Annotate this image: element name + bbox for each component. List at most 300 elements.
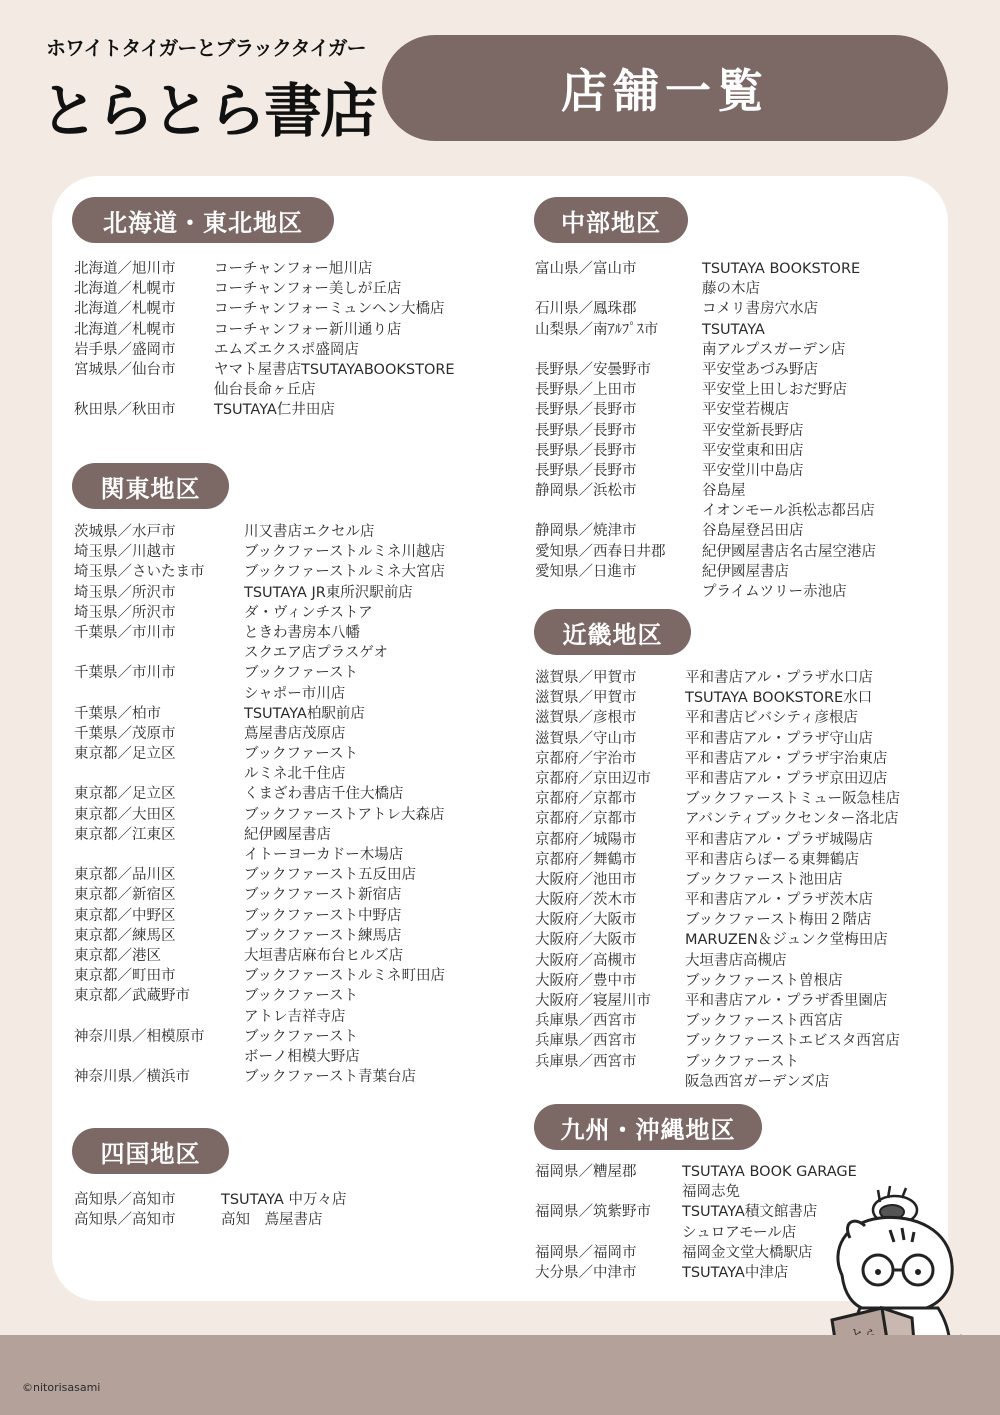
store-name: [244, 966, 514, 986]
store-name: [702, 441, 935, 461]
store-name: [244, 724, 514, 744]
region-title: 九州・沖縄地区: [560, 1115, 736, 1144]
store-name-line: ブックファースト梅田２階店: [685, 912, 872, 929]
store-location: 静岡県／焼津市: [535, 523, 637, 540]
store-row: [535, 421, 935, 441]
logo-title: とらとら書店: [40, 77, 377, 145]
store-name-line: 平和書店アル・プラザ茨木店: [685, 892, 873, 909]
store-row: [535, 1031, 945, 1051]
store-location: 北海道／旭川市: [74, 261, 176, 277]
store-list-chubu: [535, 259, 935, 602]
region-header-kanto: [72, 463, 229, 509]
store-location: 東京都／江東区: [74, 826, 176, 843]
store-name: [685, 870, 945, 890]
store-name-line: ブックファースト青葉台店: [244, 1069, 416, 1086]
store-name-line: コメリ書房穴水店: [702, 301, 818, 318]
store-row: [74, 299, 514, 319]
store-name: [244, 906, 514, 926]
store-location: 滋賀県／甲賀市: [535, 670, 637, 686]
store-name-line: ブックファースト: [685, 1053, 799, 1070]
store-name: [685, 1052, 945, 1092]
store-row: [74, 583, 514, 603]
store-name-line: 平安堂あづみ野店: [702, 361, 818, 378]
store-name-line: イトーヨーカドー木場店: [244, 847, 404, 864]
store-location: 北海道／札幌市: [74, 321, 176, 338]
store-name: [244, 825, 514, 865]
region-title: 近畿地区: [562, 620, 663, 649]
region-title: 北海道・東北地区: [103, 208, 303, 237]
store-location: 京都府／京田辺市: [535, 770, 651, 787]
store-row: [535, 1243, 835, 1263]
store-name-line: 紀伊國屋書店名古屋空港店: [702, 543, 876, 560]
copyright-notice: ©nitorisasami: [22, 1381, 101, 1394]
store-row: [535, 809, 945, 829]
store-location: 高知県／高知市: [74, 1192, 176, 1208]
store-name-line: ブックファースト練馬店: [244, 927, 402, 944]
store-location: 神奈川県／横浜市: [74, 1069, 190, 1086]
store-row: [74, 744, 514, 784]
store-name-line: 平安堂東和田店: [702, 442, 804, 459]
store-row: [535, 259, 935, 299]
store-row: [535, 299, 935, 319]
store-name: [685, 910, 945, 930]
store-name-line: 阪急西宮ガーデンズ店: [685, 1073, 830, 1090]
store-location: 大阪府／高槻市: [535, 952, 637, 969]
store-location: 東京都／新宿区: [74, 887, 176, 904]
store-location: 千葉県／市川市: [74, 665, 176, 682]
store-name: [214, 320, 514, 340]
store-location: 岩手県／盛岡市: [74, 341, 176, 358]
store-location: 宮城県／仙台市: [74, 361, 176, 378]
store-name-line: アバンティブックセンター洛北店: [685, 811, 899, 828]
store-name-line: 福岡志免: [682, 1184, 740, 1201]
store-row: [74, 1027, 514, 1067]
store-name-line: 平和書店アル・プラザ守山店: [685, 730, 873, 747]
store-name-line: TSUTAYA: [702, 321, 765, 338]
store-name: [702, 521, 935, 541]
store-location: 滋賀県／守山市: [535, 730, 637, 747]
store-name: [702, 421, 935, 441]
store-location: 千葉県／柏市: [74, 705, 161, 722]
store-row: [535, 729, 945, 749]
store-name: [685, 688, 945, 708]
store-name: [685, 971, 945, 991]
store-row: [74, 320, 514, 340]
store-name-line: 紀伊國屋書店: [244, 826, 331, 843]
store-location: 京都府／京都市: [535, 791, 637, 808]
store-name-line: 平和書店アル・プラザ城陽店: [685, 831, 873, 848]
store-location: 東京都／町田市: [74, 968, 176, 985]
store-name-line: エムズエクスポ盛岡店: [214, 341, 359, 358]
store-location: 長野県／長野市: [535, 402, 637, 419]
store-name-line: ブックファースト: [244, 1028, 358, 1045]
store-row: [535, 1202, 835, 1242]
store-row: [535, 708, 945, 728]
store-name: [702, 259, 935, 299]
region-header-chubu: [534, 197, 688, 243]
store-row: [535, 320, 935, 360]
store-row: [74, 562, 514, 582]
store-row: [535, 481, 935, 521]
store-location: 滋賀県／甲賀市: [535, 690, 637, 707]
store-row: [535, 951, 945, 971]
store-row: [74, 865, 514, 885]
store-row: [535, 971, 945, 991]
store-row: [74, 623, 514, 663]
store-name-line: MARUZEN＆ジュンク堂梅田店: [685, 932, 888, 949]
store-row: [535, 870, 945, 890]
store-row: [535, 749, 945, 769]
store-location: 京都府／城陽市: [535, 831, 637, 848]
store-row: [535, 542, 935, 562]
store-row: [74, 259, 514, 279]
store-name: [244, 542, 514, 562]
store-name-line: ブックファースト曽根店: [685, 972, 843, 989]
store-name-line: ブックファースト: [244, 665, 358, 682]
store-row: [535, 850, 945, 870]
store-name-line: ブックファースト: [244, 746, 358, 763]
store-row: [74, 360, 514, 400]
store-name-line: ブックファースト: [244, 988, 358, 1005]
store-row: [74, 885, 514, 905]
store-name: [244, 522, 514, 542]
store-row: [74, 704, 514, 724]
store-name-line: ヤマト屋書店TSUTAYABOOKSTORE: [214, 361, 455, 378]
store-location: 埼玉県／所沢市: [74, 604, 176, 621]
store-row: [535, 521, 935, 541]
store-name: [685, 830, 945, 850]
store-name: [244, 805, 514, 825]
store-name: [244, 583, 514, 603]
store-name: [685, 1031, 945, 1051]
store-name: [244, 663, 514, 703]
store-row: [535, 930, 945, 950]
store-name-line: 大垣書店麻布台ヒルズ店: [244, 948, 404, 964]
store-location: 埼玉県／川越市: [74, 544, 176, 561]
store-row: [535, 380, 935, 400]
store-name-line: TSUTAYA中津店: [682, 1264, 789, 1281]
store-name-line: 紀伊國屋書店: [702, 563, 789, 580]
store-name: [244, 1067, 514, 1087]
store-name-line: 谷島屋: [702, 483, 746, 500]
region-header-shikoku: [72, 1128, 229, 1174]
store-location: 高知県／高知市: [74, 1212, 176, 1229]
store-row: [74, 946, 514, 966]
store-name-line: 平安堂上田しおだ野店: [702, 382, 847, 399]
store-name-line: 仙台長命ヶ丘店: [214, 382, 316, 399]
store-name: [685, 951, 945, 971]
store-name: [214, 340, 514, 360]
store-name: [221, 1210, 514, 1230]
store-name: [685, 930, 945, 950]
store-name-line: 川又書店エクセル店: [244, 524, 375, 540]
store-name-line: 蔦屋書店茂原店: [244, 725, 346, 742]
store-name-line: ブックファースト新宿店: [244, 887, 402, 904]
store-name: [685, 1011, 945, 1031]
store-location: 滋賀県／彦根市: [535, 710, 637, 727]
store-name-line: TSUTAYA BOOK GARAGE: [682, 1164, 857, 1180]
footer-band: [0, 1335, 1000, 1415]
store-name-line: 平和書店ビバシティ彦根店: [685, 710, 858, 727]
store-name: [244, 603, 514, 623]
store-location: 長野県／長野市: [535, 462, 637, 479]
store-name-line: シュロアモール店: [682, 1224, 797, 1241]
store-list-kinki: [535, 668, 945, 1092]
store-name: [214, 279, 514, 299]
store-location: 山梨県／南ｱﾙﾌﾟｽ市: [535, 321, 659, 338]
store-name: [682, 1202, 835, 1242]
store-location: 福岡県／福岡市: [535, 1244, 637, 1261]
store-name-line: 平和書店アル・プラザ京田辺店: [685, 770, 888, 787]
store-name-line: 高知 蔦屋書店: [221, 1212, 323, 1229]
store-row: [535, 890, 945, 910]
store-name: [685, 890, 945, 910]
store-name-line: ルミネ北千住店: [244, 766, 346, 783]
store-row: [74, 542, 514, 562]
store-row: [74, 805, 514, 825]
store-name-line: ブックファーストエビスタ西宮店: [685, 1033, 900, 1050]
store-name: [244, 986, 514, 1026]
store-name-line: ときわ書房本八幡: [244, 624, 360, 641]
store-name-line: 平安堂新長野店: [702, 422, 804, 439]
store-name: [244, 562, 514, 582]
store-name: [685, 708, 945, 728]
store-row: [535, 830, 945, 850]
store-name-line: 谷島屋登呂田店: [702, 523, 804, 540]
store-name-line: ブックファースト池田店: [685, 871, 843, 888]
store-name-line: プライムツリー赤池店: [702, 584, 847, 601]
store-name: [702, 461, 935, 481]
store-name: [685, 769, 945, 789]
store-location: 茨城県／水戸市: [74, 524, 176, 540]
store-location: 東京都／港区: [74, 948, 161, 964]
region-title: 中部地区: [561, 208, 661, 237]
store-name-line: TSUTAYA BOOKSTORE水口: [685, 690, 873, 707]
store-name-line: コーチャンフォー新川通り店: [214, 321, 402, 338]
store-name: [702, 320, 935, 360]
store-name: [244, 926, 514, 946]
store-list-hokkaido-tohoku: [74, 259, 514, 421]
store-location: 長野県／長野市: [535, 442, 637, 459]
store-location: 長野県／安曇野市: [535, 361, 651, 378]
store-name-line: 平和書店アル・プラザ宇治東店: [685, 750, 888, 767]
store-row: [535, 769, 945, 789]
store-row: [535, 1052, 945, 1092]
store-name: [682, 1243, 835, 1263]
store-location: 大阪府／大阪市: [535, 912, 637, 929]
store-row: [74, 1190, 514, 1210]
store-location: 福岡県／筑紫野市: [535, 1204, 651, 1221]
store-name-line: ブックファーストルミネ町田店: [244, 968, 445, 985]
store-name-line: コーチャンフォー美しが丘店: [214, 281, 402, 298]
store-name-line: ブックファーストミュー阪急桂店: [685, 791, 901, 808]
store-name: [214, 360, 514, 400]
page-title-banner: [382, 35, 948, 141]
store-name: [244, 885, 514, 905]
store-name: [685, 749, 945, 769]
store-location: 京都府／舞鶴市: [535, 851, 637, 868]
store-row: [535, 1162, 857, 1202]
store-name-line: ダ・ヴィンチストア: [244, 604, 373, 621]
store-row: [535, 668, 945, 688]
store-row: [535, 441, 935, 461]
store-name: [702, 299, 935, 319]
region-header-hokkaido-tohoku: [72, 197, 334, 243]
region-header-kyushu-okinawa: [534, 1104, 762, 1150]
store-location: 京都府／宇治市: [535, 750, 637, 767]
store-name-line: 南アルプスガーデン店: [702, 341, 846, 358]
store-name: [702, 400, 935, 420]
store-name-line: 福岡金文堂大橋駅店: [682, 1244, 813, 1261]
store-name-line: 藤の木店: [702, 281, 760, 298]
store-name-line: コーチャンフォーミュンヘン大橋店: [214, 301, 445, 318]
store-name: [685, 809, 945, 829]
store-location: 福岡県／糟屋郡: [535, 1164, 637, 1180]
store-name: [702, 380, 935, 400]
store-row: [74, 784, 514, 804]
store-row: [535, 1011, 945, 1031]
store-name-line: 平和書店アル・プラザ香里園店: [685, 993, 888, 1009]
store-row: [74, 906, 514, 926]
store-name: [244, 744, 514, 784]
store-name-line: 平和書店らぽーる東舞鶴店: [685, 851, 859, 868]
store-location: 東京都／武蔵野市: [74, 988, 190, 1005]
store-name: [244, 1027, 514, 1067]
store-name: [221, 1190, 514, 1210]
store-name-line: シャポー市川店: [244, 685, 346, 702]
store-row: [74, 340, 514, 360]
store-name: [244, 623, 514, 663]
store-name-line: ブックファースト五反田店: [244, 867, 416, 884]
logo-subtitle: ホワイトタイガーとブラックタイガー: [46, 36, 366, 60]
store-name: [702, 542, 935, 562]
store-location: 秋田県／秋田市: [74, 402, 176, 419]
region-header-kinki: [534, 609, 691, 655]
store-name-line: TSUTAYA柏駅前店: [244, 705, 365, 722]
store-row: [74, 926, 514, 946]
page-title: 店舗一覧: [561, 64, 769, 118]
store-location: 東京都／中野区: [74, 907, 176, 924]
store-location: 静岡県／浜松市: [535, 483, 637, 500]
store-location: 千葉県／茂原市: [74, 725, 176, 742]
store-location: 愛知県／日進市: [535, 563, 637, 580]
store-row: [74, 986, 514, 1026]
store-location: 埼玉県／所沢市: [74, 584, 176, 601]
store-location: 東京都／練馬区: [74, 927, 176, 944]
store-row: [535, 910, 945, 930]
store-location: 大阪府／豊中市: [535, 972, 637, 989]
store-row: [535, 360, 935, 380]
store-logo: [40, 30, 377, 145]
store-name-line: TSUTAYA仁井田店: [214, 402, 335, 419]
store-row: [74, 825, 514, 865]
store-row: [74, 724, 514, 744]
store-row: [535, 991, 945, 1011]
store-name: [702, 481, 935, 521]
store-name-line: ブックファーストルミネ大宮店: [244, 564, 445, 581]
store-name: [214, 400, 514, 420]
store-row: [74, 1210, 514, 1230]
store-name: [685, 991, 945, 1011]
store-name-line: ボーノ相模大野店: [244, 1048, 360, 1065]
store-location: 石川県／鳳珠郡: [535, 301, 637, 318]
store-row: [535, 1263, 835, 1283]
store-name: [702, 360, 935, 380]
store-name: [244, 946, 514, 966]
store-name-line: イオンモール浜松志都呂店: [702, 503, 875, 520]
store-location: 京都府／京都市: [535, 811, 637, 828]
store-location: 東京都／足立区: [74, 746, 176, 763]
store-row: [535, 789, 945, 809]
store-row: [535, 400, 935, 420]
store-name: [685, 668, 945, 688]
store-name: [685, 850, 945, 870]
store-location: 神奈川県／相模原市: [74, 1028, 205, 1045]
store-name: [244, 865, 514, 885]
store-name-line: 平安堂若槻店: [702, 402, 789, 419]
store-location: 大分県／中津市: [535, 1264, 637, 1281]
store-name-line: ブックファースト西宮店: [685, 1013, 843, 1030]
region-title: 四国地区: [100, 1139, 201, 1168]
store-name-line: 平和書店アル・プラザ水口店: [685, 670, 873, 686]
store-name: [702, 562, 935, 602]
store-location: 愛知県／西春日井郡: [535, 543, 666, 560]
store-row: [74, 663, 514, 703]
store-name: [685, 789, 945, 809]
store-name: [682, 1263, 835, 1283]
store-location: 大阪府／大阪市: [535, 932, 637, 949]
store-list-shikoku: [74, 1190, 514, 1230]
store-name: [685, 729, 945, 749]
store-location: 東京都／品川区: [74, 867, 176, 884]
store-name-line: TSUTAYA積文館書店: [682, 1204, 818, 1221]
store-name-line: 平安堂川中島店: [702, 462, 804, 479]
store-location: 大阪府／寝屋川市: [535, 993, 651, 1009]
store-name-line: TSUTAYA BOOKSTORE: [702, 261, 861, 277]
store-name-line: ブックファーストルミネ川越店: [244, 544, 445, 561]
store-row: [535, 461, 935, 481]
store-location: 北海道／札幌市: [74, 301, 176, 318]
store-name-line: ブックファースト中野店: [244, 907, 402, 924]
store-row: [74, 966, 514, 986]
store-name-line: 大垣書店高槻店: [685, 952, 787, 969]
store-location: 長野県／上田市: [535, 382, 637, 399]
store-list-kyushu-okinawa: [535, 1162, 857, 1283]
store-list-kanto: [74, 522, 514, 1087]
store-name-line: くまざわ書店千住大橋店: [244, 786, 404, 803]
store-row: [74, 400, 514, 420]
store-name-line: TSUTAYA 中万々店: [221, 1192, 347, 1208]
store-row: [74, 603, 514, 623]
store-location: 大阪府／池田市: [535, 871, 637, 888]
region-title: 関東地区: [100, 474, 201, 503]
store-row: [535, 562, 935, 602]
store-location: 千葉県／市川市: [74, 624, 176, 641]
store-name-line: ブックファーストアトレ大森店: [244, 806, 445, 823]
store-location: 兵庫県／西宮市: [535, 1013, 637, 1030]
store-name: [244, 784, 514, 804]
store-location: 東京都／足立区: [74, 786, 176, 803]
store-name-line: スクエア店プラスゲオ: [244, 645, 388, 662]
store-location: 大阪府／茨木市: [535, 892, 637, 909]
store-name-line: コーチャンフォー旭川店: [214, 261, 373, 277]
store-location: 東京都／大田区: [74, 806, 176, 823]
store-name: [214, 299, 514, 319]
store-location: 北海道／札幌市: [74, 281, 176, 298]
store-row: [74, 522, 514, 542]
store-row: [74, 1067, 514, 1087]
store-row: [74, 279, 514, 299]
